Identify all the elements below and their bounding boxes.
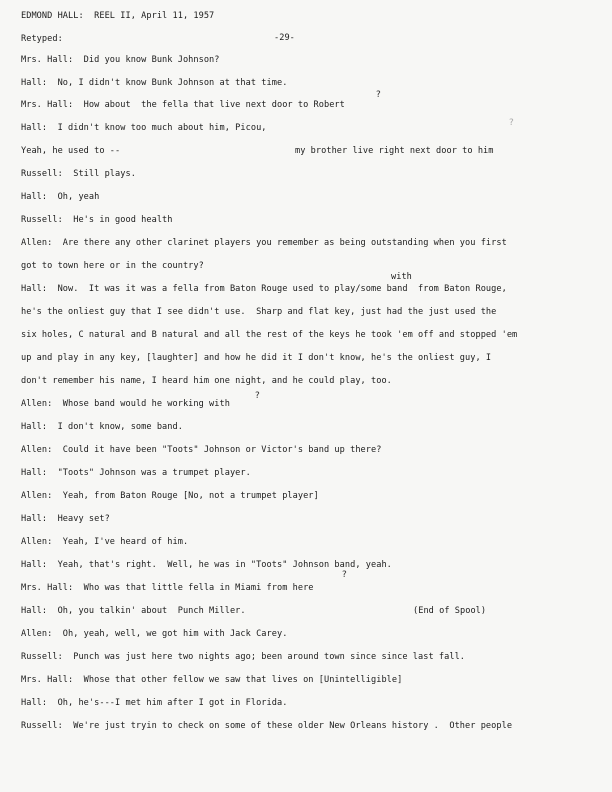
transcript-line: Hall: I don't know, some band. xyxy=(21,422,183,432)
transcript-line: Allen: Could it have been "Toots" Johnson or Victor's band up there? xyxy=(21,445,382,455)
question-mark: ? xyxy=(376,90,381,100)
end-of-spool-note: (End of Spool) xyxy=(413,606,487,616)
insertion-note: with xyxy=(391,272,412,282)
question-mark: ? xyxy=(255,391,260,401)
transcript-line: got to town here or in the country? xyxy=(21,261,204,271)
transcript-line: six holes, C natural and B natural and all the rest of the keys he took 'em off and stopped 'em xyxy=(21,330,518,340)
transcript-line: Allen: Oh, yeah, well, we got him with Jack Carey. xyxy=(21,629,288,639)
transcript-line: Hall: Oh, you talkin' about Punch Miller. xyxy=(21,606,246,616)
transcript-line: Hall: No, I didn't know Bunk Johnson at that time. xyxy=(21,78,288,88)
transcript-line: my brother live right next door to him xyxy=(295,146,494,156)
transcript-line: Allen: Whose band would he working with xyxy=(21,399,230,409)
transcript-line: Hall: Oh, he's---I met him after I got in Florida. xyxy=(21,698,288,708)
transcript-line: Russell: We're just tryin to check on some of these older New Orleans history . Other people xyxy=(21,721,513,731)
transcript-line: Yeah, he used to -- xyxy=(21,146,121,156)
document-title: EDMOND HALL: REEL II, April 11, 1957 xyxy=(21,11,215,21)
question-mark: ? xyxy=(342,570,347,580)
transcript-line: Hall: Now. It was it was a fella from Baton Rouge used to play/some band from Baton Rouge, xyxy=(21,284,507,294)
transcript-line: Hall: "Toots" Johnson was a trumpet player. xyxy=(21,468,251,478)
transcript-line: Mrs. Hall: Did you know Bunk Johnson? xyxy=(21,55,220,65)
pencil-note: ? xyxy=(509,118,514,128)
transcript-line: Mrs. Hall: How about the fella that live next door to Robert xyxy=(21,100,345,110)
transcript-line: Russell: Punch was just here two nights ago; been around town since since last fall. xyxy=(21,652,466,662)
transcript-line: Allen: Are there any other clarinet players you remember as being outstanding when you first xyxy=(21,238,507,248)
transcript-line: Hall: Heavy set? xyxy=(21,514,110,524)
page-number: -29- xyxy=(274,33,295,43)
transcript-line: up and play in any key, [laughter] and how he did it I don't know, he's the onliest guy, I xyxy=(21,353,492,363)
retyped-label: Retyped: xyxy=(21,34,63,44)
transcript-line: Hall: Oh, yeah xyxy=(21,192,100,202)
transcript-line: Allen: Yeah, from Baton Rouge [No, not a trumpet player] xyxy=(21,491,319,501)
transcript-line: Mrs. Hall: Whose that other fellow we saw that lives on [Unintelligible] xyxy=(21,675,403,685)
transcript-line: don't remember his name, I heard him one night, and he could play, too. xyxy=(21,376,392,386)
transcript-line: Allen: Yeah, I've heard of him. xyxy=(21,537,189,547)
transcript-line: Hall: I didn't know too much about him, Picou, xyxy=(21,123,267,133)
transcript-line: Hall: Yeah, that's right. Well, he was in "Toots" Johnson band, yeah. xyxy=(21,560,392,570)
transcript-line: Russell: Still plays. xyxy=(21,169,136,179)
transcript-line: Russell: He's in good health xyxy=(21,215,173,225)
transcript-line: he's the onliest guy that I see didn't use. Sharp and flat key, just had the just used the xyxy=(21,307,497,317)
transcript-line: Mrs. Hall: Who was that little fella in Miami from here xyxy=(21,583,314,593)
